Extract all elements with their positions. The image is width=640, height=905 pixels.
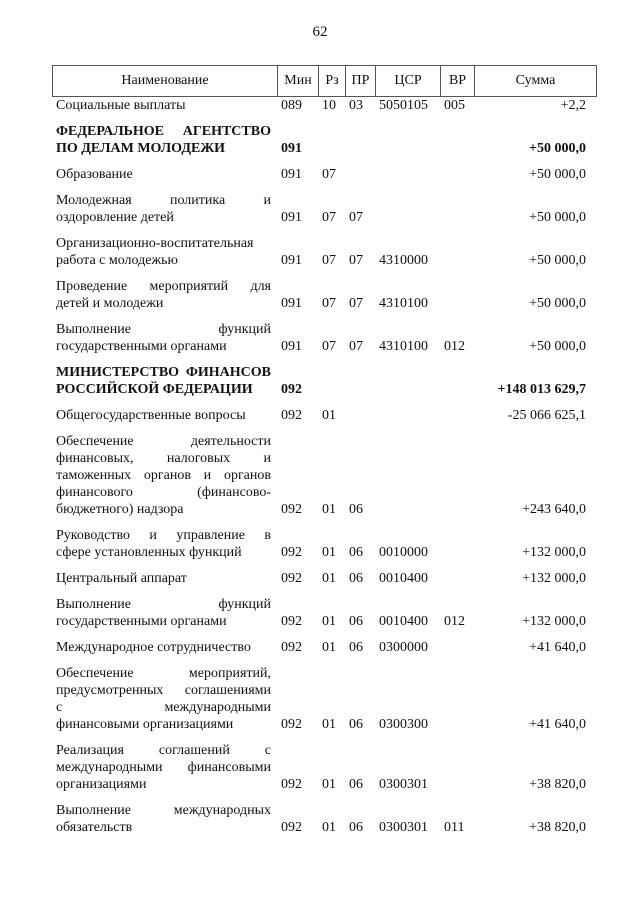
table-body bbox=[52, 96, 596, 845]
cell-csr: 0010400 bbox=[379, 614, 428, 629]
cell-min: 091 bbox=[281, 210, 302, 225]
table-row bbox=[52, 364, 596, 398]
row-name-line: финансового (финансово- bbox=[56, 485, 271, 500]
table-row bbox=[52, 235, 596, 269]
row-name-line: Международное сотрудничество bbox=[56, 640, 251, 655]
cell-csr: 4310100 bbox=[379, 296, 428, 311]
row-name bbox=[52, 364, 277, 398]
cell-pr: 06 bbox=[349, 571, 363, 586]
cell-vr: 011 bbox=[444, 820, 465, 835]
row-name-line: Социальные выплаты bbox=[56, 98, 186, 113]
cell-csr: 5050105 bbox=[379, 98, 428, 113]
cell-min: 092 bbox=[281, 502, 302, 517]
cell-min: 091 bbox=[281, 253, 302, 268]
cell-min: 092 bbox=[281, 382, 302, 397]
cell-pr: 06 bbox=[349, 820, 363, 835]
cell-pr: 07 bbox=[349, 210, 363, 225]
cell-sum: +41 640,0 bbox=[529, 640, 586, 655]
row-name-line: ФЕДЕРАЛЬНОЕ АГЕНТСТВО bbox=[56, 124, 271, 139]
cell-min: 089 bbox=[281, 98, 302, 113]
row-name bbox=[52, 97, 277, 114]
row-name-line: Руководство и управление в bbox=[56, 528, 271, 543]
cell-min: 092 bbox=[281, 777, 302, 792]
cell-sum: +38 820,0 bbox=[529, 820, 586, 835]
row-name-line: Выполнение функций bbox=[56, 597, 271, 612]
cell-csr: 0300301 bbox=[379, 820, 428, 835]
table-row bbox=[52, 639, 596, 656]
cell-pr: 06 bbox=[349, 545, 363, 560]
row-name-line: Общегосударственные вопросы bbox=[56, 408, 246, 423]
cell-sum: +50 000,0 bbox=[529, 296, 586, 311]
cell-min: 092 bbox=[281, 571, 302, 586]
table-row bbox=[52, 527, 596, 561]
row-name-line: Образование bbox=[56, 167, 133, 182]
row-name-line: финансовыми организациями bbox=[56, 717, 234, 732]
row-name-line: Реализация соглашений с bbox=[56, 743, 271, 758]
page-number: 62 bbox=[312, 24, 328, 40]
row-name bbox=[52, 321, 277, 355]
cell-sum: +50 000,0 bbox=[529, 141, 586, 156]
cell-csr: 4310100 bbox=[379, 339, 428, 354]
cell-pr: 06 bbox=[349, 640, 363, 655]
table-row bbox=[52, 596, 596, 630]
cell-rz: 01 bbox=[322, 408, 336, 423]
row-name-line: государственными органами bbox=[56, 339, 227, 354]
cell-rz: 07 bbox=[322, 210, 336, 225]
cell-sum: +132 000,0 bbox=[522, 571, 586, 586]
row-name bbox=[52, 570, 277, 587]
row-name bbox=[52, 235, 277, 269]
cell-rz: 01 bbox=[322, 571, 336, 586]
row-name bbox=[52, 407, 277, 424]
cell-sum: -25 066 625,1 bbox=[507, 408, 586, 423]
cell-sum: +50 000,0 bbox=[529, 167, 586, 182]
row-name bbox=[52, 433, 277, 518]
cell-min: 092 bbox=[281, 820, 302, 835]
cell-sum: +243 640,0 bbox=[522, 502, 586, 517]
cell-sum: +132 000,0 bbox=[522, 614, 586, 629]
table-row bbox=[52, 407, 596, 424]
row-name-line: финансовых, налоговых и bbox=[56, 451, 271, 466]
header-vr: ВР bbox=[441, 66, 475, 97]
cell-rz: 07 bbox=[322, 167, 336, 182]
cell-rz: 07 bbox=[322, 296, 336, 311]
row-name bbox=[52, 192, 277, 226]
row-name-line: государственными органами bbox=[56, 614, 227, 629]
row-name-line: Центральный аппарат bbox=[56, 571, 187, 586]
cell-pr: 07 bbox=[349, 253, 363, 268]
table-header bbox=[52, 65, 597, 97]
table-row bbox=[52, 433, 596, 518]
cell-sum: +50 000,0 bbox=[529, 339, 586, 354]
row-name-line: Молодежная политика и bbox=[56, 193, 271, 208]
row-name-line: с международными bbox=[56, 700, 271, 715]
row-name-line: оздоровление детей bbox=[56, 210, 174, 225]
row-name bbox=[52, 742, 277, 793]
cell-sum: +38 820,0 bbox=[529, 777, 586, 792]
table-row bbox=[52, 742, 596, 793]
cell-sum: +132 000,0 bbox=[522, 545, 586, 560]
table-row bbox=[52, 166, 596, 183]
row-name-line: предусмотренных соглашениями bbox=[56, 683, 271, 698]
header-sum: Сумма bbox=[475, 66, 597, 97]
cell-csr: 0010400 bbox=[379, 571, 428, 586]
table-row bbox=[52, 123, 596, 157]
table-row bbox=[52, 321, 596, 355]
cell-rz: 01 bbox=[322, 820, 336, 835]
cell-min: 092 bbox=[281, 717, 302, 732]
cell-sum: +148 013 629,7 bbox=[497, 382, 586, 397]
row-name-line: организациями bbox=[56, 777, 147, 792]
row-name-line: ПО ДЕЛАМ МОЛОДЕЖИ bbox=[56, 141, 226, 156]
row-name-line: международными финансовыми bbox=[56, 760, 271, 775]
cell-rz: 07 bbox=[322, 253, 336, 268]
row-name-line: Выполнение функций bbox=[56, 322, 271, 337]
cell-rz: 07 bbox=[322, 339, 336, 354]
row-name-line: работа с молодежью bbox=[56, 253, 178, 268]
cell-pr: 07 bbox=[349, 339, 363, 354]
cell-sum: +50 000,0 bbox=[529, 253, 586, 268]
cell-csr: 4310000 bbox=[379, 253, 428, 268]
cell-min: 091 bbox=[281, 167, 302, 182]
cell-vr: 005 bbox=[444, 98, 465, 113]
row-name-line: таможенных органов и органов bbox=[56, 468, 271, 483]
row-name-line: РОССИЙСКОЙ ФЕДЕРАЦИИ bbox=[56, 382, 253, 397]
header-name: Наименование bbox=[53, 66, 278, 97]
cell-pr: 07 bbox=[349, 296, 363, 311]
cell-rz: 01 bbox=[322, 640, 336, 655]
table-row bbox=[52, 97, 596, 114]
row-name bbox=[52, 527, 277, 561]
cell-sum: +50 000,0 bbox=[529, 210, 586, 225]
row-name-line: Организационно-воспитательная bbox=[56, 236, 254, 251]
header-rz: Рз bbox=[319, 66, 346, 97]
cell-csr: 0300301 bbox=[379, 777, 428, 792]
table-row bbox=[52, 802, 596, 836]
cell-rz: 01 bbox=[322, 717, 336, 732]
cell-pr: 06 bbox=[349, 777, 363, 792]
row-name bbox=[52, 596, 277, 630]
row-name-line: Проведение мероприятий для bbox=[56, 279, 271, 294]
cell-pr: 03 bbox=[349, 98, 363, 113]
cell-min: 092 bbox=[281, 545, 302, 560]
cell-rz: 01 bbox=[322, 614, 336, 629]
row-name-line: Обеспечение деятельности bbox=[56, 434, 271, 449]
row-name-line: сфере установленных функций bbox=[56, 545, 242, 560]
row-name bbox=[52, 278, 277, 312]
table-row bbox=[52, 278, 596, 312]
table-row bbox=[52, 665, 596, 733]
cell-pr: 06 bbox=[349, 717, 363, 732]
row-name-line: бюджетного) надзора bbox=[56, 502, 184, 517]
row-name-line: Обеспечение мероприятий, bbox=[56, 666, 271, 681]
cell-sum: +41 640,0 bbox=[529, 717, 586, 732]
row-name bbox=[52, 639, 277, 656]
row-name-line: Выполнение международных bbox=[56, 803, 271, 818]
cell-sum: +2,2 bbox=[560, 98, 586, 113]
cell-min: 092 bbox=[281, 640, 302, 655]
row-name-line: обязательств bbox=[56, 820, 133, 835]
cell-min: 091 bbox=[281, 339, 302, 354]
cell-min: 092 bbox=[281, 614, 302, 629]
cell-rz: 01 bbox=[322, 502, 336, 517]
cell-pr: 06 bbox=[349, 502, 363, 517]
row-name bbox=[52, 802, 277, 836]
cell-pr: 06 bbox=[349, 614, 363, 629]
cell-vr: 012 bbox=[444, 614, 465, 629]
row-name-line: МИНИСТЕРСТВО ФИНАНСОВ bbox=[56, 365, 271, 380]
row-name bbox=[52, 665, 277, 733]
cell-rz: 01 bbox=[322, 545, 336, 560]
cell-csr: 0300300 bbox=[379, 717, 428, 732]
cell-min: 091 bbox=[281, 296, 302, 311]
header-pr: ПР bbox=[346, 66, 376, 97]
cell-csr: 0300000 bbox=[379, 640, 428, 655]
cell-csr: 0010000 bbox=[379, 545, 428, 560]
row-name bbox=[52, 166, 277, 183]
row-name-line: детей и молодежи bbox=[56, 296, 164, 311]
cell-min: 091 bbox=[281, 141, 302, 156]
header-min: Мин bbox=[278, 66, 319, 97]
cell-vr: 012 bbox=[444, 339, 465, 354]
row-name bbox=[52, 123, 277, 157]
table-row bbox=[52, 192, 596, 226]
cell-rz: 01 bbox=[322, 777, 336, 792]
cell-rz: 10 bbox=[322, 98, 336, 113]
table-row bbox=[52, 570, 596, 587]
header-csr: ЦСР bbox=[376, 66, 441, 97]
cell-min: 092 bbox=[281, 408, 302, 423]
